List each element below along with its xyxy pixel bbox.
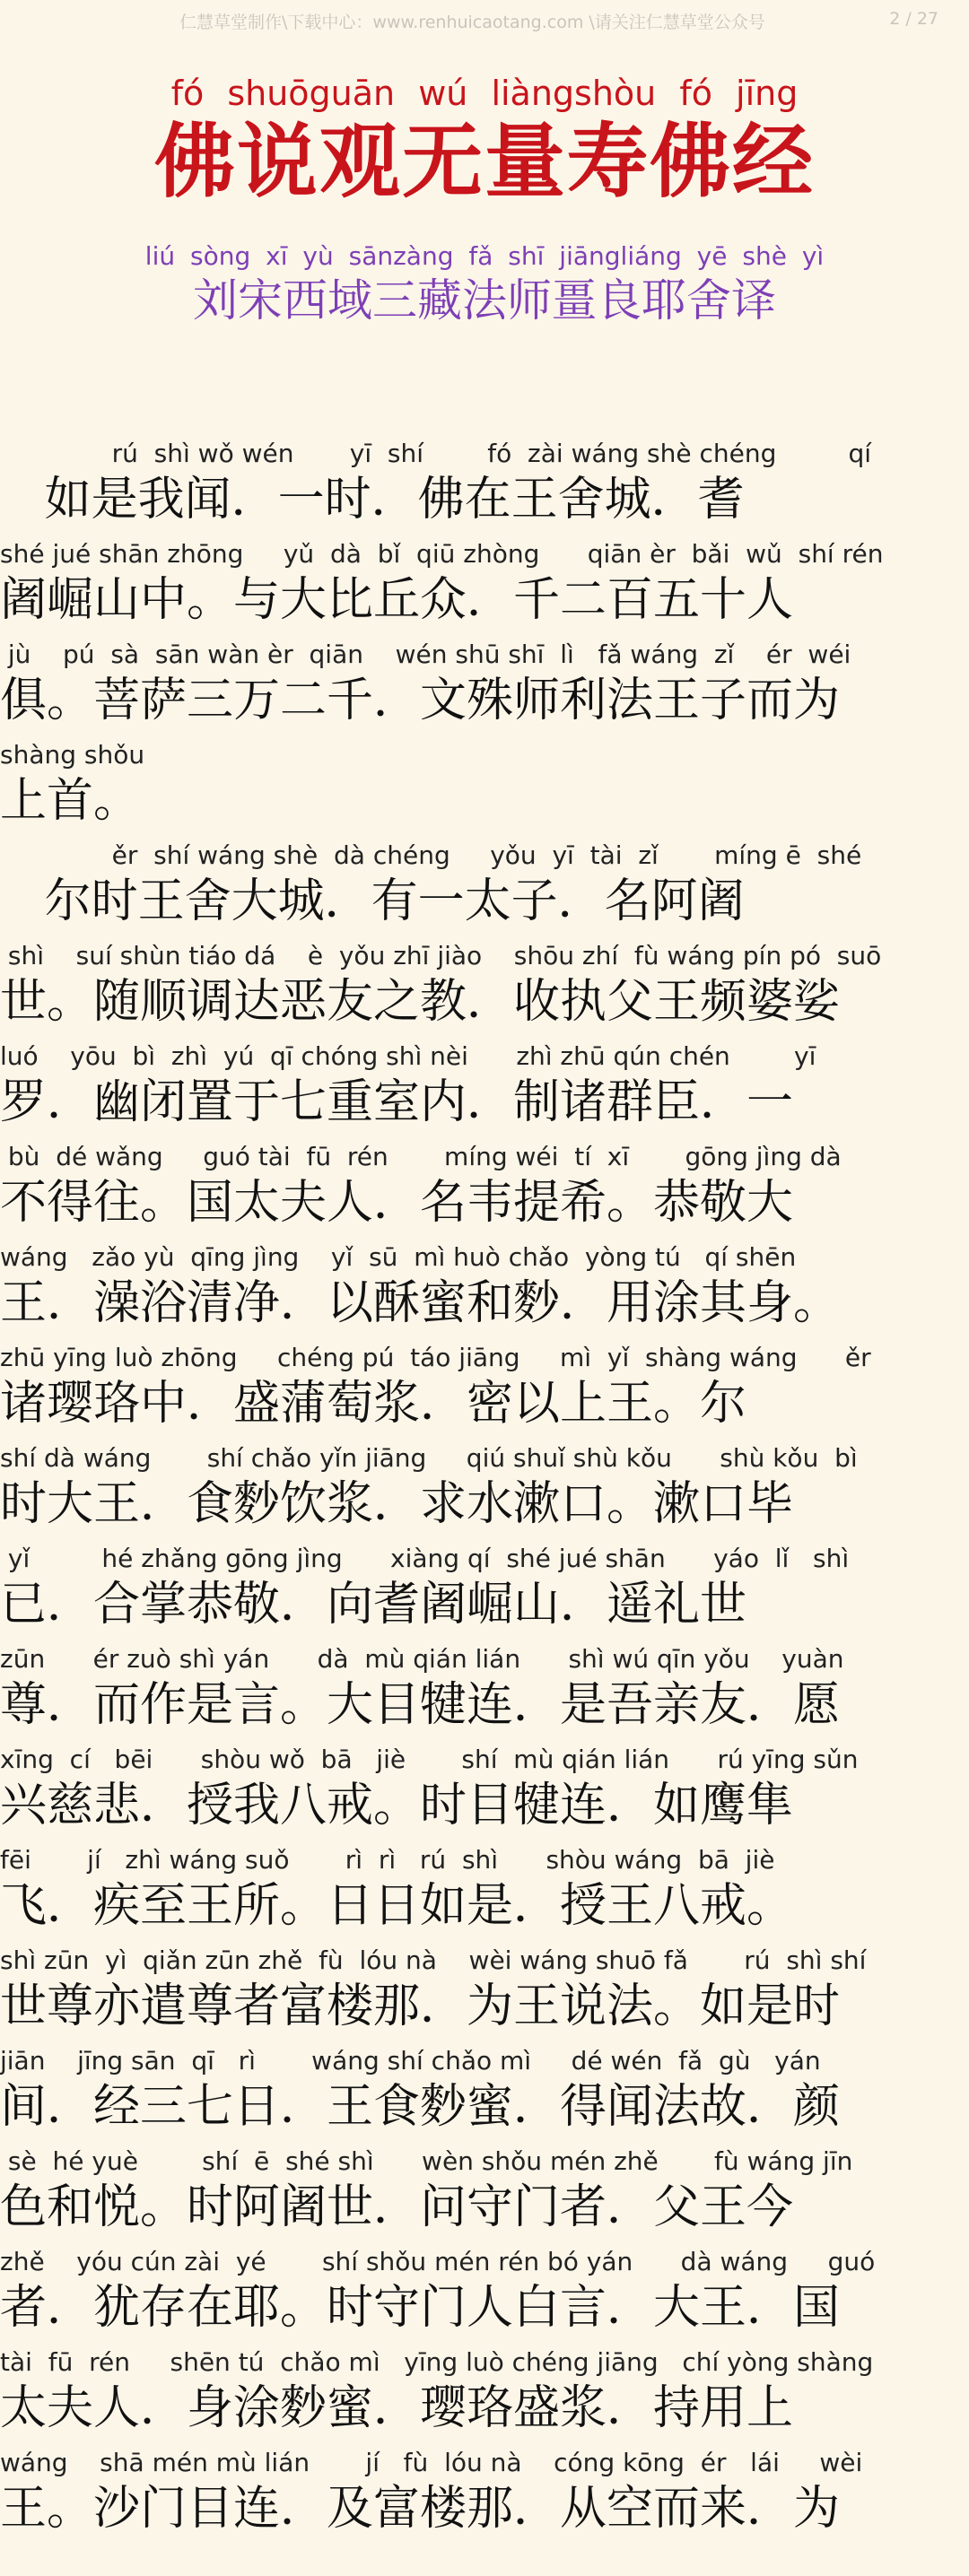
page-indicator: 2 / 27 (889, 9, 938, 29)
line-text: 已．合掌恭敬．向耆阇崛山．遥礼世 (0, 1578, 747, 1632)
translator-line: 刘宋西域三藏法师畺良耶舍译 (193, 274, 776, 326)
verse-line (0, 2445, 969, 2546)
line-text: 兴慈悲．授我八戒。时目犍连．如鹰隼 (0, 1779, 794, 1832)
line-text: 飞．疾至王所。日日如是．授王八戒。 (0, 1879, 794, 1933)
header-source-text: 仁慧草堂制作\下载中心：www.renhuicaotang.com \请关注仁慧草堂公众号 (179, 13, 765, 32)
line-text: 世尊亦遣尊者富楼那．为王说法。如是时 (0, 1980, 841, 2033)
line-pinyin: shí dà wáng shí chǎo yǐn jiāng qiú shuǐ shù kǒu shù kǒu bì (0, 1443, 858, 1473)
verse-line (0, 1943, 969, 2043)
line-pinyin: jù pú sà sān wàn èr qiān wén shū shī lì fǎ wáng zǐ ér wéi (0, 640, 851, 669)
sutra-title: 佛说观无量寿佛经 (154, 114, 815, 209)
line-text: 间．经三七日．王食麨蜜．得闻法故．颜 (0, 2080, 841, 2134)
line-pinyin: yǐ hé zhǎng gōng jìng xiàng qí shé jué shān yáo lǐ shì (0, 1544, 850, 1573)
verse-line (0, 1842, 969, 1943)
line-text: 诸璎珞中．盛蒲萄浆．密以上王。尔 (0, 1377, 747, 1431)
translator-pinyin: liú sòng xī yù sānzàng fǎ shī jiāngliáng yē shè yì (144, 241, 825, 271)
verse-line (0, 1742, 969, 1842)
line-pinyin: xīng cí bēi shòu wǒ bā jiè shí mù qián lián rú yīng sǔn (0, 1745, 859, 1774)
verse-line (0, 737, 969, 838)
verse-line (0, 536, 969, 637)
verse-line (0, 1039, 969, 1139)
title-block (0, 72, 969, 328)
line-pinyin: shàng shǒu (0, 740, 145, 770)
line-pinyin: wáng shā mén mù lián jí fù lóu nà cóng kōng ér lái wèi (0, 2448, 863, 2477)
line-text: 阇崛山中。与大比丘众．千二百五十人 (0, 573, 794, 627)
line-pinyin: rú shì wǒ wén yī shí fó zài wáng shè chéng qí (0, 439, 872, 468)
line-text: 者．犹存在耶。时守门人白言．大王．国 (0, 2281, 841, 2335)
verse-line (0, 1541, 969, 1641)
line-text: 俱。菩萨三万二千．文殊师利法王子而为 (0, 674, 841, 727)
verse-line (0, 1240, 969, 1340)
verse-line (0, 1340, 969, 1440)
line-pinyin: shì zūn yì qiǎn zūn zhě fù lóu nà wèi wáng shuō fǎ rú shì shí (0, 1945, 867, 1975)
verse-line (0, 1440, 969, 1541)
verse-line (0, 436, 969, 536)
verse-line (0, 2345, 969, 2445)
verse-line (0, 637, 969, 737)
line-pinyin: sè hé yuè shí ē shé shì wèn shǒu mén zhě fù wáng jīn (0, 2146, 853, 2176)
verse-line (0, 2043, 969, 2144)
line-text: 上首。 (0, 774, 141, 828)
line-pinyin: bù dé wǎng guó tài fū rén míng wéi tí xī gōng jìng dà (0, 1142, 842, 1171)
line-text: 如是我闻．一时．佛在王舍城．耆 (0, 473, 745, 527)
verse-line (0, 2144, 969, 2244)
verse-line (0, 838, 969, 938)
line-pinyin: zhū yīng luò zhōng chéng pú táo jiāng mì yǐ shàng wáng ěr (0, 1343, 871, 1372)
line-pinyin: shì suí shùn tiáo dá è yǒu zhī jiào shōu zhí fù wáng pín pó suō (0, 941, 882, 970)
verse-line (0, 2244, 969, 2345)
verse-line (0, 1641, 969, 1742)
verse-line (0, 1139, 969, 1240)
line-text: 世。随顺调达恶友之教．收执父王频婆娑 (0, 975, 841, 1029)
line-text: 王。沙门目连．及富楼那．从空而来．为 (0, 2482, 841, 2536)
line-pinyin: jiān jīng sān qī rì wáng shí chǎo mì dé wén fǎ gù yán (0, 2046, 821, 2076)
line-pinyin: zhě yóu cún zài yé shí shǒu mén rén bó yán dà wáng guó (0, 2247, 876, 2276)
line-text: 时大王．食麨饮浆．求水漱口。漱口毕 (0, 1477, 794, 1531)
line-pinyin: tài fū rén shēn tú chǎo mì yīng luò chéng jiāng chí yòng shàng (0, 2347, 874, 2377)
line-text: 罗．幽闭置于七重室内．制诸群臣．一 (0, 1075, 794, 1129)
line-pinyin: wáng zǎo yù qīng jìng yǐ sū mì huò chǎo yòng tú qí shēn (0, 1242, 797, 1272)
line-text: 不得往。国太夫人．名韦提希。恭敬大 (0, 1176, 794, 1230)
page-header (0, 0, 969, 39)
line-text: 尔时王舍大城．有一太子．名阿阇 (0, 875, 745, 928)
line-pinyin: fēi jí zhì wáng suǒ rì rì rú shì shòu wáng bā jiè (0, 1845, 775, 1875)
line-pinyin: zūn ér zuò shì yán dà mù qián lián shì wú qīn yǒu yuàn (0, 1644, 844, 1674)
line-pinyin: luó yōu bì zhì yú qī chóng shì nèi zhì zhū qún chén yī (0, 1041, 816, 1071)
line-text: 色和悦。时阿阇世．问守门者．父王今 (0, 2180, 794, 2234)
title-pinyin: fó shuōguān wú liàngshòu fó jīng (170, 74, 799, 113)
line-pinyin: ěr shí wáng shè dà chéng yǒu yī tài zǐ míng ē shé (0, 840, 862, 870)
line-text: 王．澡浴清净．以酥蜜和麨．用涂其身。 (0, 1276, 841, 1330)
line-text: 太夫人．身涂麨蜜．璎珞盛浆．持用上 (0, 2381, 794, 2435)
verse-line (0, 938, 969, 1039)
line-text: 尊．而作是言。大目犍连．是吾亲友．愿 (0, 1678, 841, 1732)
line-pinyin: shé jué shān zhōng yǔ dà bǐ qiū zhòng qiān èr bǎi wǔ shí rén (0, 539, 884, 569)
